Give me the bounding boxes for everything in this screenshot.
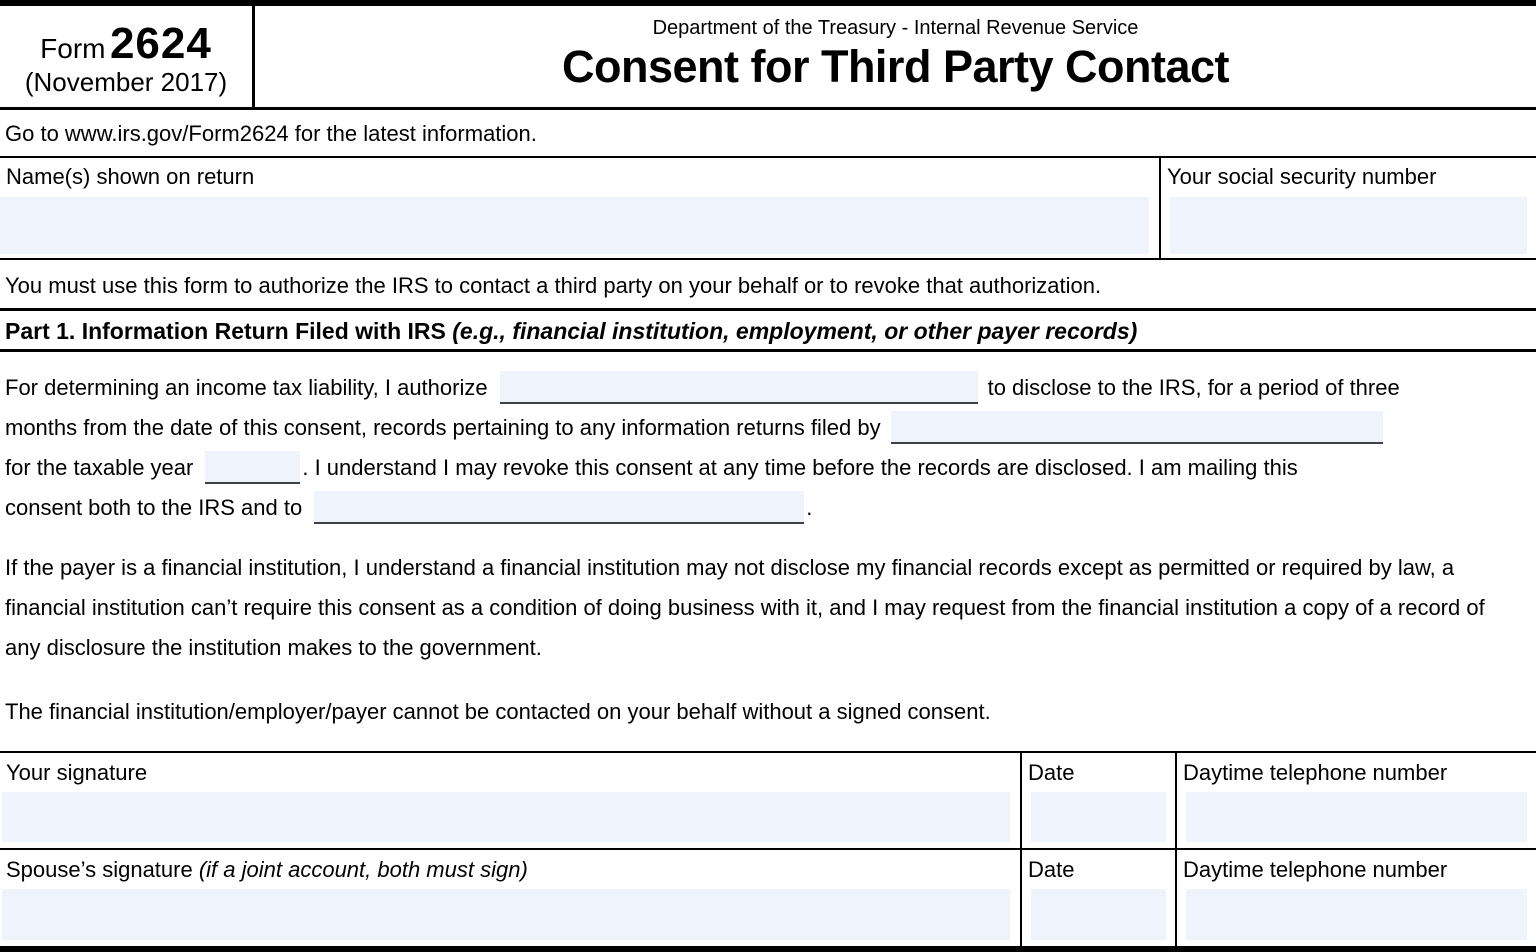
header-title-area: [255, 6, 1536, 107]
your-date-input[interactable]: [1031, 792, 1166, 842]
spouse-date-input[interactable]: [1031, 889, 1166, 940]
spouse-phone-cell: [1177, 850, 1536, 946]
spouse-date-cell: [1022, 850, 1177, 946]
spouse-phone-label: Daytime telephone number: [1183, 857, 1448, 882]
your-signature-cell: [0, 753, 1022, 848]
spouse-signature-note: (if a joint account, both must sign): [198, 857, 528, 882]
form-word: Form: [40, 33, 106, 64]
taxable-year-field[interactable]: [205, 451, 300, 484]
returns-filed-by-field[interactable]: [891, 411, 1383, 444]
spouse-signature-label: [0, 850, 1020, 883]
your-phone-input[interactable]: [1186, 792, 1527, 842]
form-header: [0, 6, 1536, 110]
consent-line-4-text: consent both to the IRS and to: [5, 495, 303, 520]
name-cell: [0, 158, 1161, 258]
ssn-label: Your social security number: [1167, 164, 1437, 189]
form-number-line: [40, 19, 212, 69]
your-date-label: Date: [1028, 760, 1075, 785]
consent-line-2-text: months from the date of this consent, records pertaining to any information returns filed by: [5, 415, 881, 440]
spouse-signature-cell: [0, 850, 1022, 946]
consent-paragraph: [5, 368, 1536, 528]
department-line: Department of the Treasury - Internal Revenue Service: [652, 17, 1139, 39]
part1-heading: [0, 311, 1536, 352]
spouse-phone-input[interactable]: [1186, 889, 1527, 940]
part1-heading-main: Part 1. Information Return Filed with IRS: [5, 318, 453, 344]
consent-line-3-text-after: . I understand I may revoke this consent at any time before the records are disclosed. I am mailing this: [302, 455, 1298, 480]
form-revision-date: (November 2017): [24, 67, 228, 97]
consent-line-4-text-after: .: [806, 495, 813, 520]
your-signature-row: [0, 751, 1536, 850]
consent-line-1: [5, 368, 1536, 408]
your-signature-input[interactable]: [2, 792, 1010, 842]
authorized-party-field[interactable]: [500, 371, 978, 404]
your-phone-cell: [1177, 753, 1536, 848]
form-number-box: [0, 6, 255, 107]
your-date-cell: [1022, 753, 1177, 848]
consent-line-4: [5, 488, 1536, 528]
spouse-signature-input[interactable]: [2, 889, 1010, 940]
ssn-input[interactable]: [1170, 197, 1527, 254]
consent-line-3: [5, 448, 1536, 488]
part1-body: [0, 352, 1536, 751]
spouse-signature-label-text: Spouse’s signature: [6, 857, 199, 882]
name-label: Name(s) shown on return: [6, 164, 255, 189]
identity-row: [0, 158, 1536, 260]
your-signature-label: Your signature: [6, 760, 148, 785]
spouse-date-label: Date: [1028, 857, 1075, 882]
form-title: Consent for Third Party Contact: [561, 41, 1230, 92]
name-input[interactable]: [0, 197, 1149, 254]
spouse-signature-row: [0, 850, 1536, 946]
authorization-statement: You must use this form to authorize the IRS to contact a third party on your behalf or to revoke that authorization.: [0, 260, 1536, 311]
consent-line-2: [5, 408, 1536, 448]
ssn-cell: [1161, 158, 1536, 258]
goto-instruction: Go to www.irs.gov/Form2624 for the latest information.: [0, 110, 1536, 158]
contact-consent-paragraph: The financial institution/employer/payer cannot be contacted on your behalf without a signed consent.: [5, 699, 991, 724]
part1-heading-note: (e.g., financial institution, employment, or other payer records): [452, 318, 1138, 344]
financial-institution-paragraph: If the payer is a financial institution, I understand a financial institution may not disclose my financial records except as permitted or required by law, a financial institution can’t require this consent as a condition of doing business with it, and I may request from the financial institution a copy of a record of any disclosure the institution makes to the government.: [5, 555, 1485, 660]
consent-line-1-text-after: to disclose to the IRS, for a period of three: [987, 375, 1400, 400]
consent-line-1-text: For determining an income tax liability, I authorize: [5, 375, 488, 400]
consent-line-3-text: for the taxable year: [5, 455, 194, 480]
signature-table: [0, 751, 1536, 946]
form-number: 2624: [109, 19, 212, 68]
consent-mailed-to-field[interactable]: [314, 491, 804, 524]
your-phone-label: Daytime telephone number: [1183, 760, 1448, 785]
